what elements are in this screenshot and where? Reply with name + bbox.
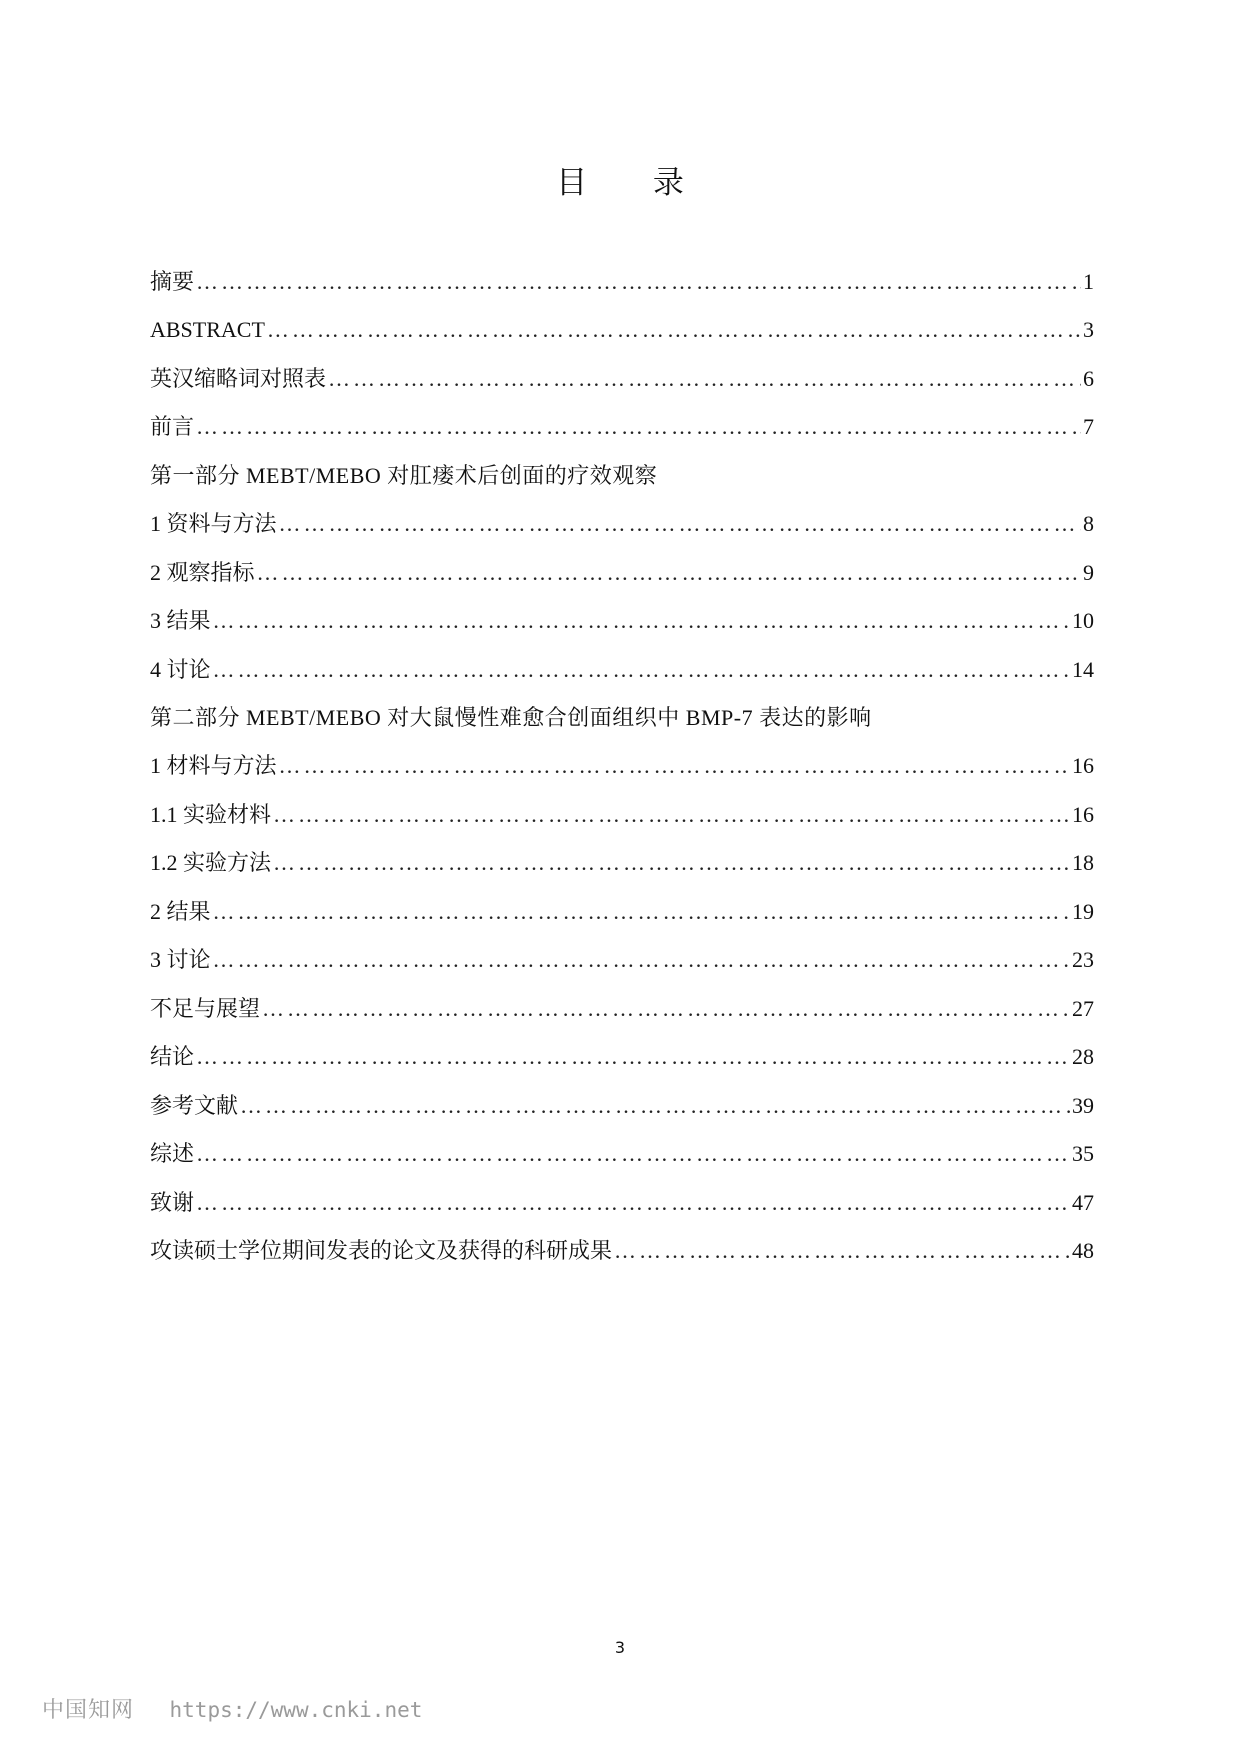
- toc-entry-abstract-cn[interactable]: [150, 265, 1094, 299]
- toc-entry-page: 48: [1072, 1238, 1094, 1263]
- toc-entry-page: 47: [1072, 1190, 1094, 1215]
- toc-entry-page: 16: [1072, 753, 1094, 778]
- toc-entry-page: 35: [1072, 1141, 1094, 1166]
- toc-entry-part2-results[interactable]: [150, 895, 1094, 929]
- toc-entry-page: 14: [1072, 657, 1094, 682]
- toc-entry-label: 1 资料与方法: [150, 511, 277, 536]
- toc-entry-part1-materials[interactable]: [150, 507, 1094, 541]
- toc-entry-conclusion[interactable]: [150, 1040, 1094, 1074]
- toc-dot-leader: [240, 1089, 1070, 1123]
- toc-dot-leader: [273, 846, 1070, 880]
- toc-entry-label: ABSTRACT: [150, 317, 265, 342]
- toc-dot-leader: [196, 1186, 1070, 1220]
- toc-entry-page: 3: [1083, 317, 1094, 342]
- toc-entry-label: 不足与展望: [150, 996, 261, 1021]
- toc-entry-part2-materials[interactable]: [150, 749, 1094, 783]
- toc-entry-label: 3 讨论: [150, 947, 211, 972]
- toc-entry-label: 摘要: [150, 269, 195, 294]
- toc-entry-page: 9: [1083, 560, 1094, 585]
- toc-entry-page: 27: [1072, 996, 1094, 1021]
- toc-entry-page: 16: [1072, 802, 1094, 827]
- toc-dot-leader: [328, 362, 1081, 396]
- toc-entry-page: 10: [1072, 608, 1094, 633]
- toc-entry-part1-results[interactable]: [150, 604, 1094, 638]
- toc-entry-label: 4 讨论: [150, 657, 211, 682]
- toc-entry-label: 3 结果: [150, 608, 211, 633]
- toc-entry-label: 攻读硕士学位期间发表的论文及获得的科研成果: [150, 1238, 613, 1263]
- toc-entry-references[interactable]: [150, 1089, 1094, 1123]
- toc-entry-publications[interactable]: [150, 1234, 1094, 1268]
- toc-entry-part1-discussion[interactable]: [150, 653, 1094, 687]
- toc-entry-limitations[interactable]: [150, 992, 1094, 1026]
- watermark-site-name: 中国知网: [42, 1698, 135, 1723]
- toc-entry-page: 7: [1083, 414, 1094, 439]
- toc-dot-leader: [614, 1234, 1070, 1268]
- toc-entry-page: 28: [1072, 1044, 1094, 1069]
- toc-entry-label: 1 材料与方法: [150, 753, 277, 778]
- toc-dot-leader: [279, 749, 1070, 783]
- toc-dot-leader: [196, 265, 1081, 299]
- toc-entry-acknowledgements[interactable]: [150, 1186, 1094, 1220]
- toc-entry-label: 致谢: [150, 1190, 195, 1215]
- toc-entry-page: 18: [1072, 850, 1094, 875]
- toc-dot-leader: [267, 313, 1081, 347]
- toc-entry-part1-indicators[interactable]: [150, 556, 1094, 590]
- toc-entry-label: 英汉缩略词对照表: [150, 366, 327, 391]
- toc-section-label: 第二部分 MEBT/MEBO 对大鼠慢性难愈合创面组织中 BMP-7 表达的影响: [150, 705, 872, 730]
- toc-entry-abbreviations[interactable]: [150, 362, 1094, 396]
- page-number: 3: [614, 1638, 626, 1657]
- toc-entry-part2-experimental-materials[interactable]: [150, 798, 1094, 832]
- watermark: [42, 1693, 422, 1724]
- toc-dot-leader: [213, 604, 1070, 638]
- watermark-url[interactable]: https://www.cnki.net: [169, 1698, 423, 1722]
- toc-entry-abstract-en[interactable]: [150, 313, 1094, 347]
- toc-entry-page: 6: [1083, 366, 1094, 391]
- toc-entry-page: 23: [1072, 947, 1094, 972]
- toc-dot-leader: [273, 798, 1070, 832]
- page-title: 目 录: [556, 165, 712, 201]
- toc-entry-part2-discussion[interactable]: [150, 943, 1094, 977]
- toc-entry-label: 2 观察指标: [150, 560, 255, 585]
- toc-dot-leader: [213, 895, 1070, 929]
- toc-dot-leader: [213, 943, 1070, 977]
- toc-entry-preface[interactable]: [150, 410, 1094, 444]
- toc-dot-leader: [213, 653, 1070, 687]
- toc-entry-label: 结论: [150, 1044, 195, 1069]
- toc-section-part-one[interactable]: [150, 459, 1094, 493]
- toc-dot-leader: [196, 1137, 1070, 1171]
- toc-entry-page: 19: [1072, 899, 1094, 924]
- toc-entry-page: 8: [1083, 511, 1094, 536]
- toc-entry-page: 39: [1072, 1093, 1094, 1118]
- toc-dot-leader: [196, 1040, 1070, 1074]
- toc-entry-page: 1: [1083, 269, 1094, 294]
- toc-entry-label: 1.1 实验材料: [150, 802, 272, 827]
- toc-entry-review[interactable]: [150, 1137, 1094, 1171]
- toc-dot-leader: [279, 507, 1081, 541]
- toc-entry-label: 前言: [150, 414, 195, 439]
- toc-section-part-two[interactable]: [150, 701, 1094, 735]
- toc-entry-label: 参考文献: [150, 1093, 239, 1118]
- toc-section-label: 第一部分 MEBT/MEBO 对肛瘘术后创面的疗效观察: [150, 463, 658, 488]
- toc-entry-label: 1.2 实验方法: [150, 850, 272, 875]
- toc-dot-leader: [257, 556, 1081, 590]
- toc-dot-leader: [262, 992, 1070, 1026]
- toc-dot-leader: [196, 410, 1081, 444]
- toc-entry-label: 2 结果: [150, 899, 211, 924]
- toc-entry-part2-experimental-methods[interactable]: [150, 846, 1094, 880]
- toc-entry-label: 综述: [150, 1141, 195, 1166]
